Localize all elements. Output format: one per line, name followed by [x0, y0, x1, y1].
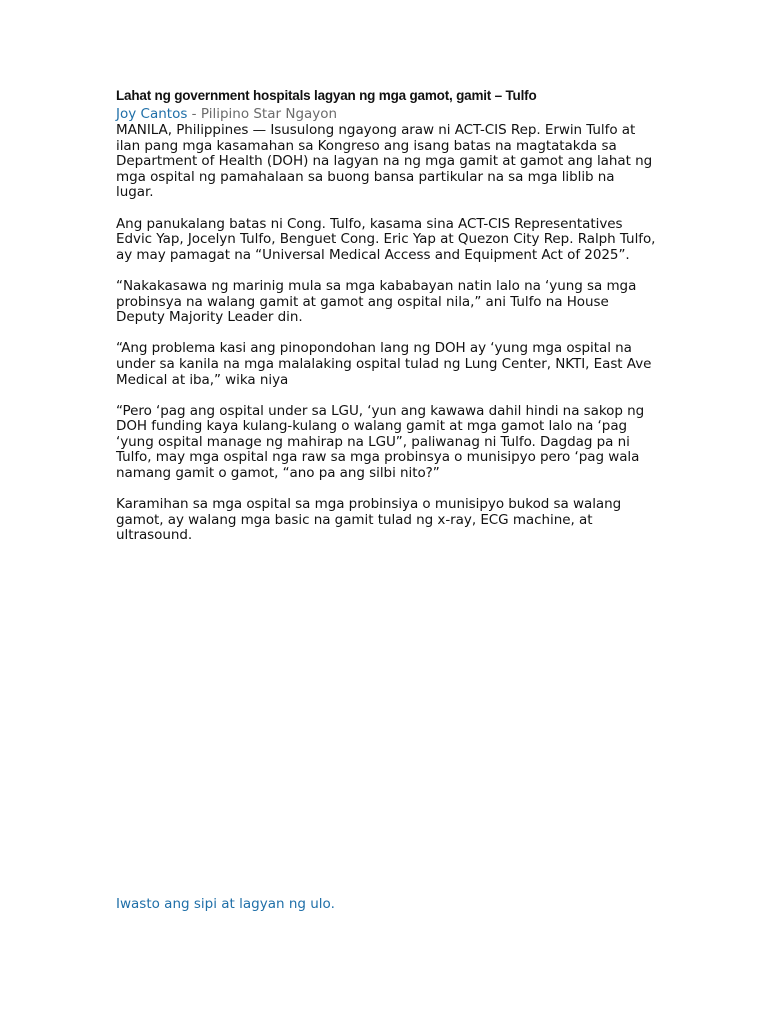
article-body [116, 123, 656, 544]
article-paragraph: Ang panukalang batas ni Cong. Tulfo, kasama sina ACT-CIS Representatives Edvic Yap, Jocelyn Tulfo, Benguet Cong. Eric Yap at Quezon City Rep. Ralph Tulfo, ay may pamagat na “Universal Medical Access and Equipment Act of 2025”. [116, 215, 656, 263]
author-name[interactable]: Joy Cantos [116, 106, 188, 122]
article-byline [116, 106, 656, 123]
article-paragraph: “Ang problema kasi ang pinopondohan lang ng DOH ay ‘yung mga ospital na under sa kanila na mga malalaking ospital tulad ng Lung Center, NKTI, East Ave Medical at iba,” wika niya [116, 340, 652, 388]
news-outlet: Pilipino Star Ngayon [200, 106, 338, 122]
article-paragraph: Karamihan sa mga ospital sa mga probinsiya o munisipyo bukod sa walang gamot, ay walang mga basic na gamit tulad ng x-ray, ECG machine, at ultrasound. [116, 496, 622, 544]
document-page [116, 86, 656, 560]
article-paragraph: “Nakakasawa ng marinig mula sa mga kababayan natin lalo na ‘yung sa mga probinsya na walang gamit at gamot ang ospital nila,” ani Tulfo na House Deputy Majority Leader din. [116, 277, 637, 326]
byline-separator: - [187, 106, 201, 122]
task-instruction: Iwasto ang sipi at lagyan ng ulo. [116, 896, 335, 912]
article-paragraph: MANILA, Philippines — Isusulong ngayong araw ni ACT-CIS Rep. Erwin Tulfo at ilan pang mga kasamahan sa Kongreso ang isang batas na magtatakda sa Department of Health (DOH) na lagyan na ng mga gamit at gamot ang lahat ng mga ospital ng pamahalaan sa buong bansa partikular na sa mga liblib na lugar. [116, 122, 653, 201]
article-paragraph: “Pero ‘pag ang ospital under sa LGU, ‘yun ang kawawa dahil hindi na sakop ng DOH funding kaya kulang-kulang o walang gamit at mga gamot lalo na ‘pag ‘yung ospital manage ng mahirap na LGU”, paliwanag ni Tulfo. Dagdag pa ni Tulfo, may mga ospital nga raw sa mga probinsya o munisipyo pero ‘pag wala namang gamit o gamot, “ano pa ang silbi nito?” [116, 402, 645, 482]
article-headline: Lahat ng government hospitals lagyan ng mga gamot, gamit – Tulfo [116, 88, 537, 103]
